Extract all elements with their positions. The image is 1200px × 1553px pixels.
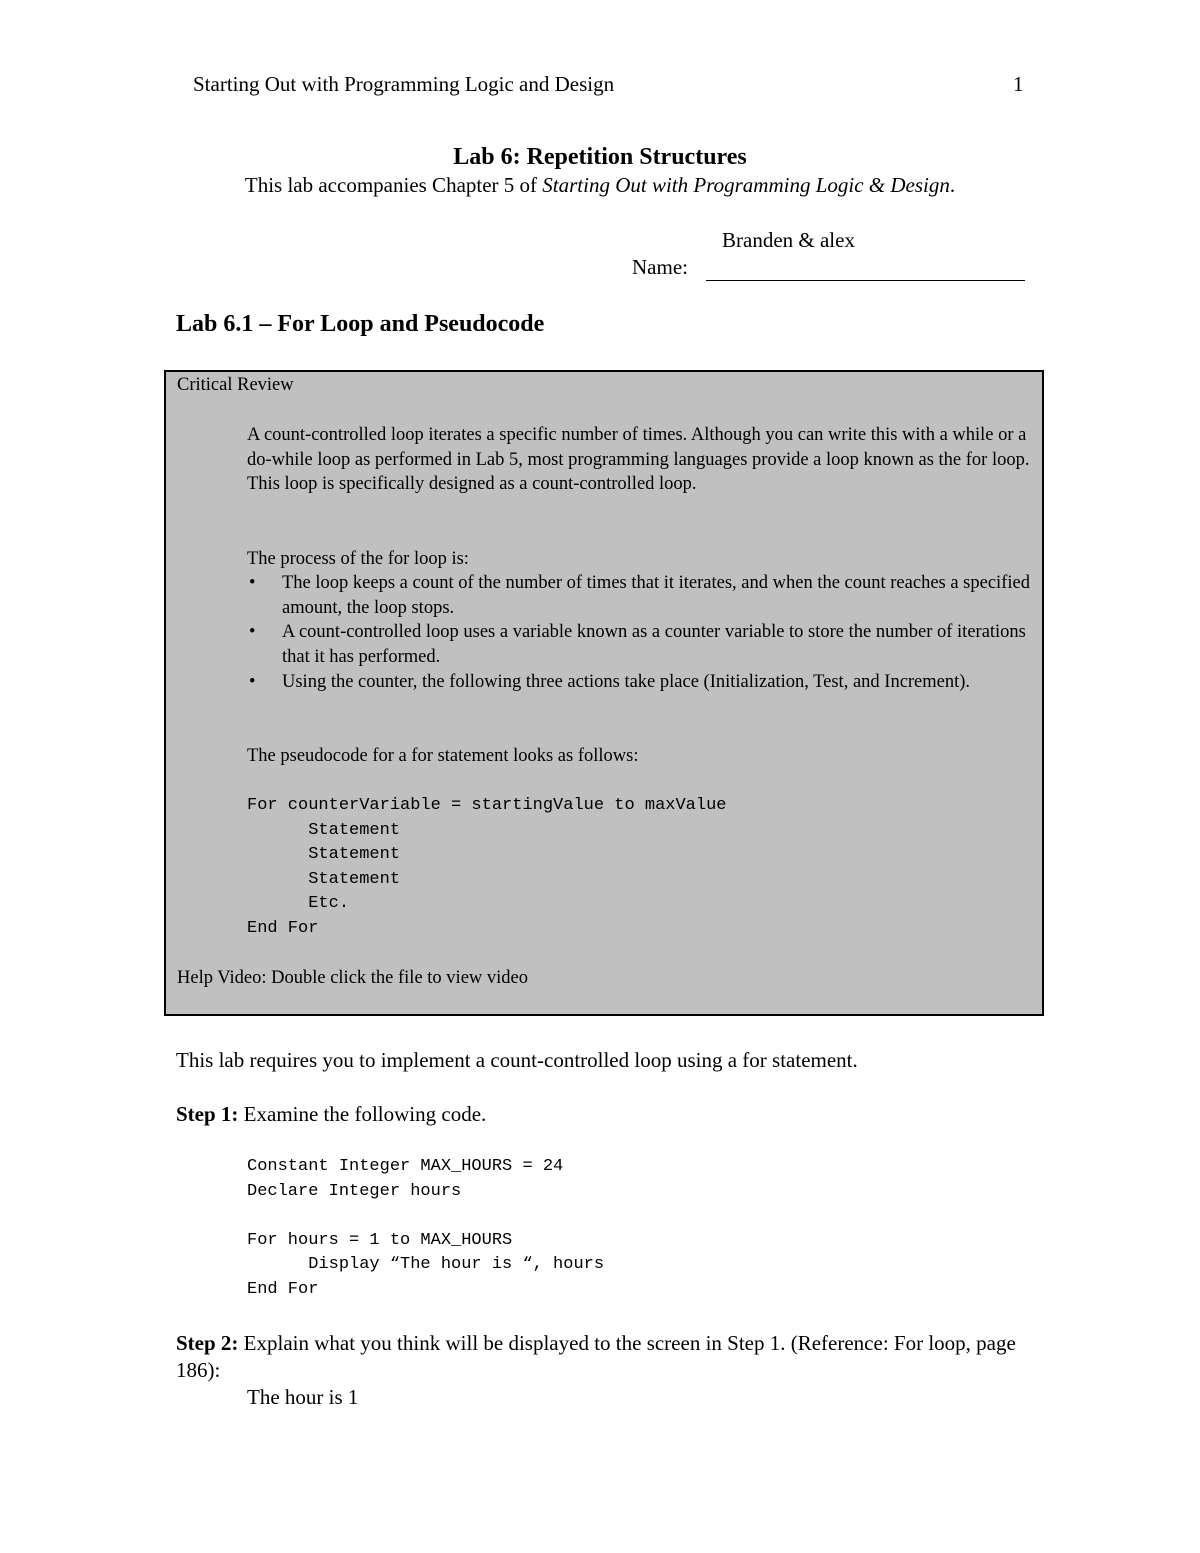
running-header-title: Starting Out with Programming Logic and Design xyxy=(193,72,615,96)
list-item xyxy=(247,620,1037,669)
step-2-text: Explain what you think will be displayed to the screen in Step 1. (Reference: For loop, page 186): xyxy=(176,1331,1016,1382)
review-pseudocode-label: The pseudocode for a for statement looks as follows: xyxy=(247,746,639,766)
lab-subtitle-suffix: . xyxy=(949,173,956,197)
step-2 xyxy=(176,1330,1036,1384)
review-bullet-list xyxy=(247,571,1037,695)
lab-instructions: This lab requires you to implement a count-controlled loop using a for statement. xyxy=(176,1048,858,1072)
name-label: Name: xyxy=(632,255,688,279)
bullet-icon: • xyxy=(249,573,256,593)
lab-subtitle-book: Starting Out with Programming Logic & Design xyxy=(542,173,950,197)
section-title: Lab 6.1 – For Loop and Pseudocode xyxy=(176,311,545,337)
lab-title: Lab 6: Repetition Structures xyxy=(453,144,747,170)
name-underline xyxy=(706,280,1025,281)
step-2-label: Step 2: xyxy=(176,1331,239,1355)
lab-subtitle-prefix: This lab accompanies Chapter 5 of xyxy=(244,173,543,197)
step-1-code-block: Constant Integer MAX_HOURS = 24 Declare Integer hours For hours = 1 to MAX_HOURS Display “The hour is “, hours End For xyxy=(247,1157,605,1299)
step-1-label: Step 1: xyxy=(176,1102,239,1126)
list-item xyxy=(247,571,1037,620)
help-video-link[interactable]: Help Video: Double click the file to view video xyxy=(177,968,528,988)
review-code-block: For counterVariable = startingValue to maxValue Statement Statement Statement Etc. End For xyxy=(247,796,727,938)
step-1 xyxy=(176,1101,486,1128)
review-heading: Critical Review xyxy=(177,375,294,395)
lab-subtitle xyxy=(0,173,1200,198)
bullet-text: Using the counter, the following three actions take place (Initialization, Test, and Increment). xyxy=(282,671,971,692)
bullet-text: The loop keeps a count of the number of times that it iterates, and when the count reaches a specified amount, the loop stops. xyxy=(282,573,1030,618)
name-value[interactable]: Branden & alex xyxy=(722,228,855,252)
page-number: 1 xyxy=(1013,72,1024,96)
bullet-icon: • xyxy=(249,622,256,643)
review-intro: A count-controlled loop iterates a specific number of times. Although you can write this with a while or a do-while loop as performed in Lab 5, most programming languages provide a loop known as the for loop. This loop is specifically designed as a count-controlled loop. xyxy=(247,425,1030,495)
review-process-label: The process of the for loop is: xyxy=(247,549,469,569)
step-1-text: Examine the following code. xyxy=(238,1102,487,1126)
bullet-icon: • xyxy=(249,671,256,692)
list-item xyxy=(247,670,1037,695)
step-2-answer[interactable]: The hour is 1 xyxy=(247,1385,359,1409)
bullet-text: A count-controlled loop uses a variable known as a counter variable to store the number of iterations that it has performed. xyxy=(282,622,1026,668)
